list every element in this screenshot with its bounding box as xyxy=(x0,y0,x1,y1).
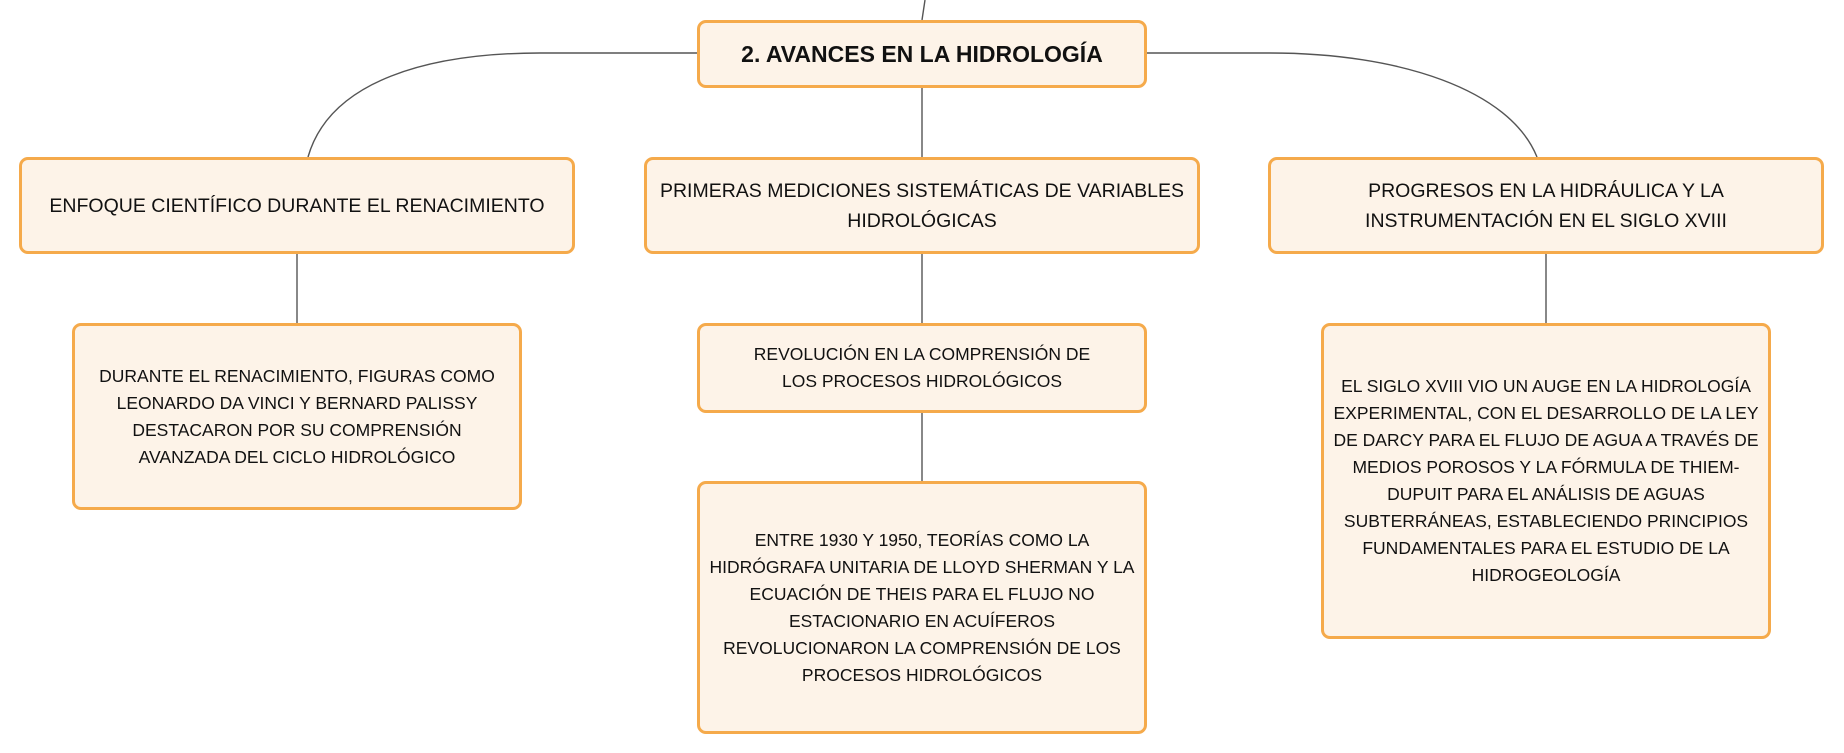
detail-node-siglo-xviii[interactable] xyxy=(1321,323,1771,639)
root-title: 2. AVANCES EN LA HIDROLOGÍA xyxy=(741,40,1103,67)
branch-node-hidraulica[interactable] xyxy=(1268,157,1824,254)
branch-title: PROGRESOS EN LA HIDRÁULICA Y LA INSTRUMENTACIÓN EN EL SIGLO XVIII xyxy=(1365,179,1727,232)
detail-text: DURANTE EL RENACIMIENTO, FIGURAS COMO LEONARDO DA VINCI Y BERNARD PALISSY DESTACARON POR SU COMPRENSIÓN AVANZADA DEL CICLO HIDROLÓGICO xyxy=(99,365,495,467)
root-node[interactable] xyxy=(697,20,1147,88)
detail-node-revolucion[interactable] xyxy=(697,323,1147,413)
branch-title: PRIMERAS MEDICIONES SISTEMÁTICAS DE VARIABLES HIDROLÓGICAS xyxy=(659,179,1185,232)
branch-node-mediciones[interactable] xyxy=(644,157,1200,254)
detail-node-renacimiento[interactable] xyxy=(72,323,522,510)
connector-root-to-branch-right xyxy=(1147,53,1537,157)
detail-text: ENTRE 1930 Y 1950, TEORÍAS COMO LA HIDRÓGRAFA UNITARIA DE LLOYD SHERMAN Y LA ECUACIÓN DE THEIS PARA EL FLUJO NO ESTACIONARIO EN ACUÍFEROS REVOLUCIONARON LA COMPRENSIÓN DE LOS PROCESOS HIDROLÓGICOS xyxy=(709,529,1135,685)
branch-node-renacimiento[interactable] xyxy=(19,157,575,254)
connector-parent-to-root xyxy=(922,0,925,20)
connector-root-to-branch-left xyxy=(308,53,697,157)
detail-text: EL SIGLO XVIII VIO UN AUGE EN LA HIDROLOGÍA EXPERIMENTAL, CON EL DESARROLLO DE LA LEY DE DARCY PARA EL FLUJO DE AGUA A TRAVÉS DE MEDIOS POROSOS Y LA FÓRMULA DE THIEM-DUPUIT PARA EL ANÁLISIS DE AGUAS SUBTERRÁNEAS, ESTABLECIENDO PRINCIPIOS FUNDAMENTALES PARA EL ESTUDIO DE LA HIDROGEOLOGÍA xyxy=(1333,376,1759,585)
detail-node-teorias[interactable] xyxy=(697,481,1147,734)
detail-text: REVOLUCIÓN EN LA COMPRENSIÓN DE LOS PROCESOS HIDROLÓGICOS xyxy=(753,344,1091,391)
branch-title: ENFOQUE CIENTÍFICO DURANTE EL RENACIMIENTO xyxy=(49,194,545,217)
